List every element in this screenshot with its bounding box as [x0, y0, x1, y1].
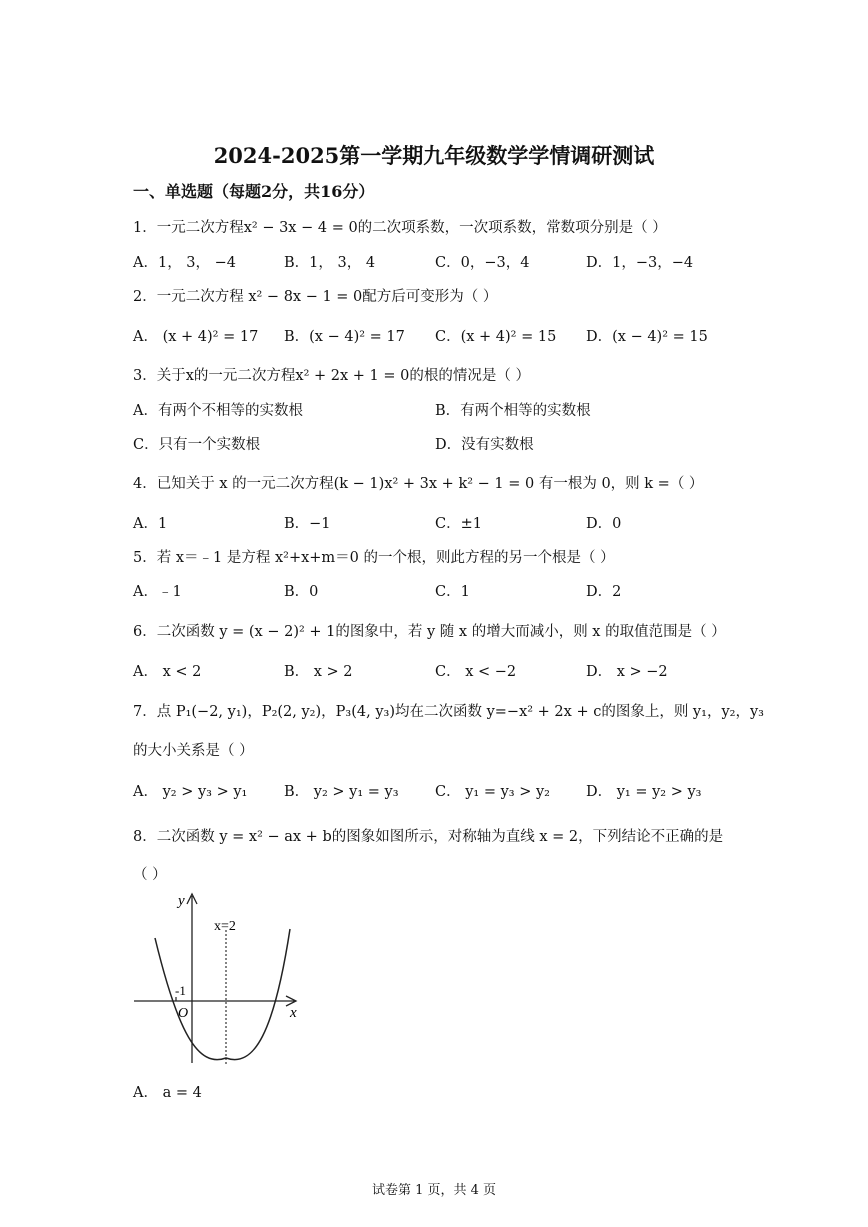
q3-option-a: A．有两个不相等的实数根 [133, 403, 303, 419]
q4-option-d: D．0 [586, 516, 622, 532]
x-axis-label: x [290, 1005, 297, 1021]
question-1-stem: 1．一元二次方程x² − 3x − 4 = 0的二次项系数，一次项系数，常数项分别是（ ） [133, 220, 667, 236]
question-6-stem: 6．二次函数 y = (x − 2)² + 1的图象中，若 y 随 x 的增大而减小，则 x 的取值范围是（ ） [133, 624, 726, 640]
q4-option-a: A．1 [133, 516, 168, 532]
q3-option-d: D．没有实数根 [435, 437, 534, 453]
q4-option-b: B．−1 [284, 516, 331, 532]
neg-one-label: -1 [175, 983, 186, 998]
q3-option-b: B．有两个相等的实数根 [435, 403, 591, 419]
q1-option-c: C．0，−3，4 [435, 255, 530, 271]
question-3-stem: 3．关于x的一元二次方程x² + 2x + 1 = 0的根的情况是（ ） [133, 368, 530, 384]
q1-option-b: B．1， 3， 4 [284, 255, 376, 271]
page-title: 2024-2025第一学期九年级数学学情调研测试 [213, 143, 655, 168]
q7-option-c: C． y₁ = y₃ > y₂ [435, 784, 550, 800]
q1-option-d: D．1，−3，−4 [586, 255, 694, 271]
page-footer: 试卷第 1 页，共 4 页 [371, 1183, 497, 1198]
origin-label: O [178, 1006, 189, 1021]
question-2-stem: 2．一元二次方程 x² − 8x − 1 = 0配方后可变形为（ ） [133, 289, 498, 305]
question-5-stem: 5．若 x＝﹣1 是方程 x²+x+m＝0 的一个根，则此方程的另一个根是（ ） [133, 550, 615, 566]
q5-option-b: B．0 [284, 584, 319, 600]
section-heading: 一、单选题（每题2分，共16分） [133, 182, 375, 201]
question-4-stem: 4．已知关于 x 的一元二次方程(k − 1)x² + 3x + k² − 1 = 0 有一根为 0，则 k =（ ） [133, 476, 704, 492]
q6-option-a: A． x < 2 [133, 664, 202, 680]
q6-option-b: B． x > 2 [284, 664, 353, 680]
question-8-stem-continued: （ ） [133, 867, 167, 883]
question-7-stem: 7．点 P₁(−2, y₁)，P₂(2, y₂)，P₃(4, y₃)均在二次函数 y=−x² + 2x + c的图象上，则 y₁，y₂，y₃ [133, 704, 764, 720]
q6-option-d: D． x > −2 [586, 664, 668, 680]
q8-option-a: A． a = 4 [133, 1085, 202, 1101]
q7-option-a: A． y₂ > y₃ > y₁ [133, 784, 248, 800]
q2-option-a: A． (x + 4)² = 17 [133, 329, 259, 345]
question-8-stem: 8．二次函数 y = x² − ax + b的图象如图所示，对称轴为直线 x = 2，下列结论不正确的是 [133, 829, 724, 845]
q2-option-d: D．(x − 4)² = 15 [586, 329, 708, 345]
q3-option-c: C．只有一个实数根 [133, 437, 261, 453]
q7-option-d: D． y₁ = y₂ > y₃ [586, 784, 702, 800]
q2-option-c: C．(x + 4)² = 15 [435, 329, 557, 345]
parabola-figure [128, 888, 308, 1068]
q5-option-d: D．2 [586, 584, 622, 600]
q2-option-b: B．(x − 4)² = 17 [284, 329, 405, 345]
q1-option-a: A．1， 3， −4 [133, 255, 237, 271]
q5-option-a: A．﹣1 [133, 584, 182, 600]
q6-option-c: C． x < −2 [435, 664, 517, 680]
symmetry-line-label: x=2 [214, 919, 236, 934]
question-7-stem-continued: 的大小关系是（ ） [133, 743, 254, 759]
y-axis-label: y [178, 893, 185, 909]
q7-option-b: B． y₂ > y₁ = y₃ [284, 784, 399, 800]
q5-option-c: C．1 [435, 584, 470, 600]
q4-option-c: C．±1 [435, 516, 482, 532]
